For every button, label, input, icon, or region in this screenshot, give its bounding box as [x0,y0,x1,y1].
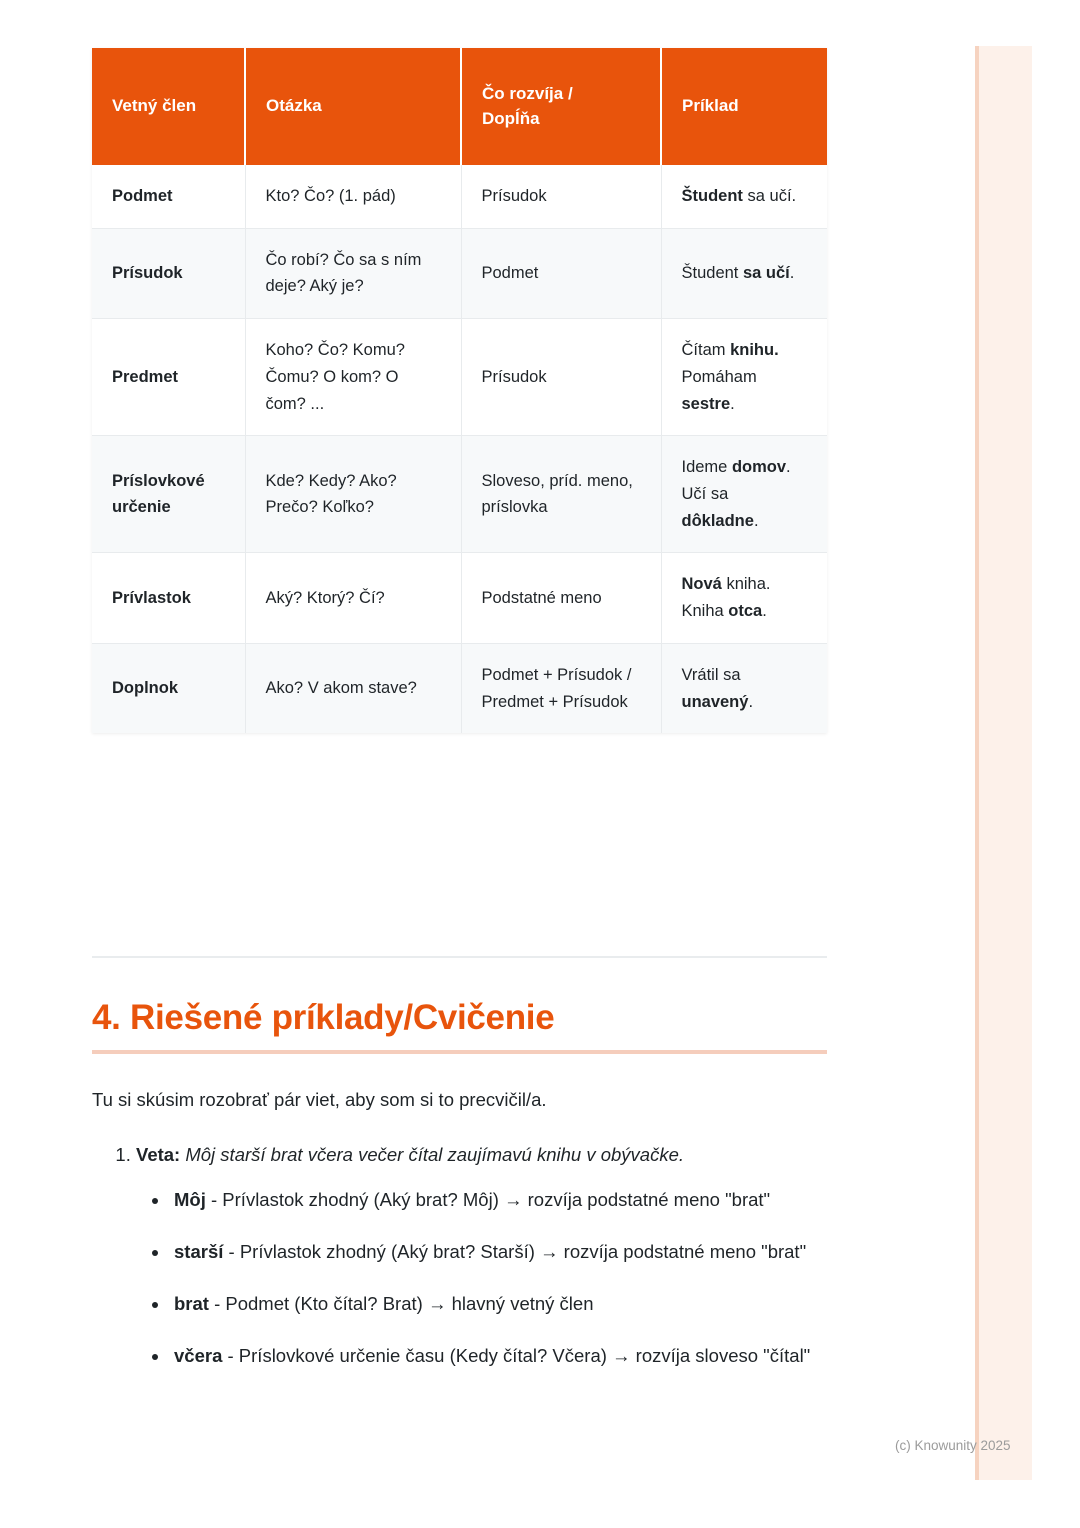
analysis-description: - Príslovkové určenie času (Kedy čítal? Včera) → rozvíja sloveso "čítal" [222,1344,811,1366]
cell-vetny-clen: Príslovkové určenie [92,436,245,553]
example-label: Veta: [136,1144,181,1165]
cell-vetny-clen: Prísudok [92,228,245,318]
analysis-bullet-list [136,1184,892,1372]
analysis-term: starší [174,1240,224,1262]
cell-vetny-clen: Podmet [92,165,245,228]
cell-priklad: Ideme domov. Učí sa dôkladne. [661,436,827,553]
right-decorative-stripe [975,46,1032,1480]
examples-ordered-list [92,1140,892,1372]
analysis-item [170,1340,892,1372]
cell-otazka: Ako? V akom stave? [245,643,461,733]
cell-co-rozvija: Podstatné meno [461,553,661,643]
cell-vetny-clen: Doplnok [92,643,245,733]
watermark: (c) Knowunity 2025 [895,1438,1011,1453]
table-row [92,319,827,436]
example-sentence: Môj starší brat včera večer čítal zaujímavú knihu v obývačke. [185,1144,685,1165]
sentence-parts-table [92,48,827,733]
cell-priklad: Čítam knihu. Pomáham sestre. [661,319,827,436]
cell-priklad: Nová kniha. Kniha otca. [661,553,827,643]
cell-otazka: Aký? Ktorý? Čí? [245,553,461,643]
table-row [92,643,827,733]
table-header-row [92,48,827,165]
section-divider [92,956,827,958]
cell-co-rozvija: Prísudok [461,319,661,436]
cell-vetny-clen: Prívlastok [92,553,245,643]
cell-co-rozvija: Podmet + Prísudok / Predmet + Prísudok [461,643,661,733]
table-row [92,553,827,643]
analysis-item [170,1236,892,1268]
intro-paragraph: Tu si skúsim rozobrať pár viet, aby som si to precvičil/a. [92,1089,547,1110]
table-header [92,48,827,165]
right-stripe-edge-line [975,46,979,1480]
column-header-otazka: Otázka [245,48,461,165]
table-row [92,228,827,318]
cell-co-rozvija: Sloveso, príd. meno, príslovka [461,436,661,553]
analysis-term: brat [174,1292,209,1314]
cell-priklad: Študent sa učí. [661,228,827,318]
page-title: 4. Riešené príklady/Cvičenie [92,998,555,1037]
analysis-description: - Podmet (Kto čítal? Brat) → hlavný vetný člen [208,1292,594,1314]
cell-vetny-clen: Predmet [92,319,245,436]
analysis-description: - Prívlastok zhodný (Aký brat? Môj) → rozvíja podstatné meno "brat" [205,1188,771,1210]
column-header-co-rozvija-text: Čo rozvíja / Dopĺňa [482,83,573,128]
cell-co-rozvija: Prísudok [461,165,661,228]
analysis-term: Môj [174,1188,206,1210]
cell-otazka: Kto? Čo? (1. pád) [245,165,461,228]
cell-otazka: Kde? Kedy? Ako? Prečo? Koľko? [245,436,461,553]
cell-co-rozvija: Podmet [461,228,661,318]
column-header-vetny-clen: Vetný člen [92,48,245,165]
grammar-table-container [92,48,827,733]
column-header-priklad: Príklad [661,48,827,165]
cell-otazka: Čo robí? Čo sa s ním deje? Aký je? [245,228,461,318]
example-item [136,1140,892,1372]
analysis-item [170,1184,892,1216]
cell-otazka: Koho? Čo? Komu? Čomu? O kom? O čom? ... [245,319,461,436]
table-body [92,165,827,733]
analysis-description: - Prívlastok zhodný (Aký brat? Starší) → rozvíja podstatné meno "brat" [223,1240,807,1262]
cell-priklad: Študent sa učí. [661,165,827,228]
heading-underline-rule [92,1050,827,1054]
table-row [92,436,827,553]
cell-priklad: Vrátil sa unavený. [661,643,827,733]
analysis-term: včera [174,1344,223,1366]
table-row [92,165,827,228]
analysis-item [170,1288,892,1320]
column-header-co-rozvija [461,48,661,165]
